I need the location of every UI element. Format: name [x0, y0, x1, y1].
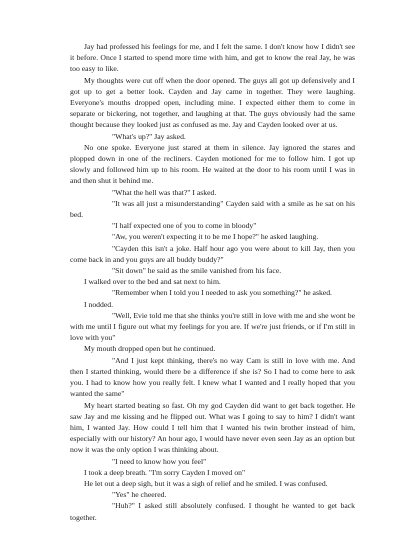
paragraph: My thoughts were cut off when the door opened. The guys all got up defensively and I got up to get a better look. Cayden and Jay came in together. They were laughing. Everyone's mouths dropped open, including mine. I expected either them to come in separate or bickering, not together, and laughing at that. The guys obviously had the same thought because they looked just as confused as me. Jay and Cayden looked over at us. — [70, 75, 355, 130]
dialogue-paragraph: "What the hell was that?" I asked. — [112, 187, 217, 197]
dialogue-paragraph: "I need to know how you feel" — [112, 456, 207, 466]
paragraph: No one spoke. Everyone just stared at them in silence. Jay ignored the stares and plopped down in one of the recliners. Cayden motioned for me to follow him. I got up slowly and followed him up to his room. He waited at the door to his room until I was in and then shut it behind me. — [70, 142, 355, 186]
paragraph: I nodded. — [84, 299, 114, 309]
paragraph: He let out a deep sigh, but it was a sigh of relief and he smiled. I was confused. — [84, 478, 328, 488]
paragraph: I walked over to the bed and sat next to him. — [84, 277, 221, 287]
dialogue-paragraph: "Yes" he cheered. — [112, 490, 167, 500]
dialogue-paragraph: "Well, Evie told me that she thinks you're still in love with me and she wont be with me until I figure out what my feelings for you are. If we're just friends, or if I'm still in love with you" — [70, 310, 355, 343]
dialogue-paragraph: "Aw, you weren't expecting it to be me I hope?" he asked laughing. — [112, 232, 319, 242]
paragraph: My mouth dropped open but he continued. — [84, 344, 216, 354]
paragraph: My heart started beating so fast. Oh my god Cayden did want to get back together. He saw Jay and me kissing and he flipped out. What was I going to say to him? I didn't want him, I wanted Jay. How could I tell him that I wanted his twin brother instead of him, especially with our history? An hour ago, I would have never even seen Jay as an option but now it was the only option I was thinking about. — [70, 400, 355, 455]
dialogue-paragraph: "What's up?" Jay asked. — [112, 131, 186, 141]
dialogue-paragraph: "Huh?" I asked still absolutely confused. I thought he wanted to get back together. — [70, 501, 355, 522]
dialogue-paragraph: "And I just kept thinking, there's no way Cam is still in love with me. And then I started thinking, would there be a difference if she is? So I had to come here to ask you. I had to know how you really felt. I knew what I wanted and I really hoped that you wanted the same" — [70, 355, 355, 399]
dialogue-paragraph: "Sit down" he said as the smile vanished from his face. — [112, 266, 282, 276]
paragraph: Jay had professed his feelings for me, and I felt the same. I don't know how I didn't see it before. Once I started to spend more time with him, and get to know the real Jay, he was too easy to like. — [70, 42, 355, 74]
dialogue-paragraph: "I half expected one of you to come in bloody" — [112, 221, 257, 231]
dialogue-paragraph: "It was all just a misunderstanding" Cayden said with a smile as he sat on his bed. — [70, 198, 355, 220]
dialogue-paragraph: "Remember when I told you I needed to ask you something?" he asked. — [112, 288, 332, 298]
paragraph: I took a deep breath. "I'm sorry Cayden I moved on" — [84, 467, 246, 477]
document-body — [70, 41, 355, 523]
dialogue-paragraph: "Cayden this isn't a joke. Half hour ago you were about to kill Jay, then you come back in and you guys are all buddy buddy?" — [70, 243, 355, 264]
